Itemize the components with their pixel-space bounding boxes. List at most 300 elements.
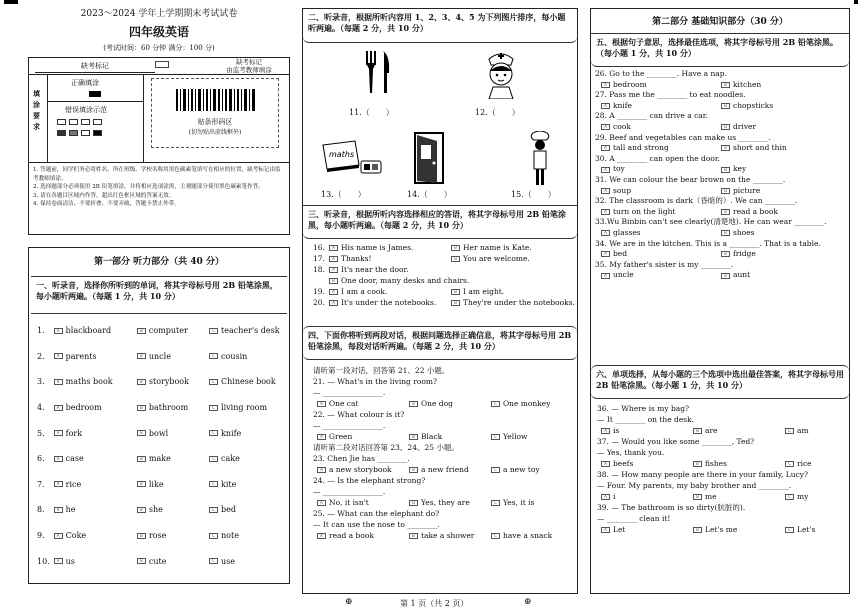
section1-questions <box>29 314 289 574</box>
answer-bubble-b[interactable]: B <box>137 405 146 411</box>
listening-row <box>37 472 283 498</box>
section4-questions <box>313 365 573 541</box>
option-text: One door, many desks and chairs. <box>341 276 470 285</box>
option-a <box>601 122 721 133</box>
option-text: parents <box>65 351 97 361</box>
option-text: me <box>705 492 717 501</box>
answer-bubble-b[interactable]: B <box>693 494 702 500</box>
option-text: driver <box>733 121 757 131</box>
listening-row <box>37 344 283 370</box>
answer-bubble-a[interactable]: A <box>601 428 610 434</box>
answer-bubble-b[interactable]: B <box>137 533 146 539</box>
answer-bubble-b[interactable]: B <box>451 300 460 306</box>
option-b <box>409 464 491 475</box>
option-c <box>785 425 845 436</box>
answer-bubble-a[interactable]: A <box>601 461 610 467</box>
footer-mark-right: ⊕ <box>524 597 532 607</box>
option-b <box>721 249 756 260</box>
q23: 23. Chen Jie has ________. <box>313 454 410 463</box>
answer-bubble-b[interactable]: B <box>693 461 702 467</box>
option-text: His name is James. <box>341 243 414 252</box>
answer-bubble-b[interactable]: B <box>137 481 146 487</box>
option-text: note <box>221 531 239 541</box>
pic-label-13: 13.（ ） <box>321 190 366 199</box>
answer-bubble-a[interactable]: A <box>317 401 326 407</box>
section4-instructions: 四、下面你将听到两段对话，根据问题选择正确信息，将其字母标号用 2B 铅笔涂黑，每段对话听两遍。（每题 2 分，共 10 分） <box>303 326 577 360</box>
answer-bubble-a[interactable]: A <box>329 300 338 306</box>
option-text: cook <box>613 121 631 131</box>
q25-options <box>313 530 573 541</box>
answer-bubble-a[interactable]: A <box>601 167 610 173</box>
question-number: 18. <box>313 265 325 274</box>
option-a <box>329 264 409 275</box>
note-3: 3. 请在各题目区域内作答，超出红色框区域的答案无效。 <box>33 192 175 199</box>
question-number: 20. <box>313 298 325 307</box>
option-text: is <box>613 426 620 435</box>
option-c <box>209 454 283 463</box>
question-number: 3. <box>37 377 45 387</box>
part1-title: 第一部分 听力部分（共 40 分） <box>94 257 224 267</box>
maths-book-text: maths <box>329 150 355 159</box>
notes-box <box>28 163 290 235</box>
option-text: They're under the notebooks. <box>463 298 575 307</box>
answer-bubble-a[interactable]: A <box>601 124 610 130</box>
option-b <box>137 531 209 540</box>
options <box>595 270 845 281</box>
correct-fill-label: 正确填涂 <box>71 79 99 87</box>
q33 <box>595 217 845 238</box>
answer-bubble-a[interactable]: A <box>317 500 326 506</box>
option-a <box>317 464 409 475</box>
answer-bubble-a[interactable]: A <box>54 405 63 411</box>
answer-bubble-b[interactable]: B <box>137 507 146 513</box>
listening-row <box>37 548 283 574</box>
option-text: Thanks! <box>341 254 372 263</box>
option-a <box>329 242 451 253</box>
answer-bubble-a[interactable]: A <box>601 103 610 109</box>
answer-bubble-c[interactable]: C <box>209 533 218 539</box>
listening-row <box>37 420 283 446</box>
q17 <box>313 253 575 264</box>
answer-bubble-b[interactable]: B <box>721 124 730 130</box>
option-c <box>491 497 571 508</box>
answer-bubble-a[interactable]: A <box>54 558 63 564</box>
answer-bubble-a[interactable]: A <box>601 230 610 236</box>
option-text: bedroom <box>65 403 102 413</box>
cook-icon <box>527 131 553 187</box>
question-number: 10. <box>37 556 50 566</box>
option-text: cute <box>148 556 167 566</box>
answer-bubble-a[interactable]: A <box>54 353 63 359</box>
option-text: One cat <box>329 399 359 408</box>
option-text: No, it isn't <box>329 498 369 507</box>
left-column <box>28 8 290 584</box>
answer-bubble-a[interactable]: A <box>317 533 326 539</box>
options <box>595 164 845 175</box>
option-b <box>721 207 778 218</box>
answer-bubble-b[interactable]: B <box>451 289 460 295</box>
option-a <box>54 480 137 489</box>
answer-bubble-b[interactable]: B <box>721 82 730 88</box>
listening-row <box>37 369 283 395</box>
answer-bubble-c[interactable]: C <box>209 456 218 462</box>
answer-bubble-b[interactable]: B <box>137 379 146 385</box>
answer-bubble-b[interactable]: B <box>693 527 702 533</box>
answer-bubble-b[interactable]: B <box>137 353 146 359</box>
option-text: living room <box>221 403 268 413</box>
question-number: 6. <box>37 454 45 464</box>
option-text: fork <box>65 428 83 438</box>
q21-options <box>313 398 573 409</box>
option-text: take a shower <box>421 531 475 540</box>
answer-bubble-c[interactable]: C <box>209 430 218 436</box>
answer-bubble-a[interactable]: A <box>601 527 610 533</box>
answer-bubble-b[interactable]: B <box>409 500 418 506</box>
q25-line2: — It can use the nose to ________. <box>313 520 440 529</box>
answer-bubble-b[interactable]: B <box>137 456 146 462</box>
fork-knife-icon <box>363 51 393 93</box>
option-b <box>137 377 209 386</box>
answer-bubble-b[interactable]: B <box>721 103 730 109</box>
answer-bubble-c[interactable]: C <box>785 494 794 500</box>
q22: 22. — What colour is it? <box>313 410 405 419</box>
q34 <box>595 239 845 260</box>
option-text: us <box>65 556 75 566</box>
answer-bubble-b[interactable]: B <box>137 328 146 334</box>
option-c <box>491 431 571 442</box>
answer-bubble-c[interactable]: C <box>209 507 218 513</box>
answer-bubble-a[interactable]: A <box>317 467 326 473</box>
option-c <box>209 480 283 489</box>
q26 <box>595 69 845 90</box>
option-a <box>601 458 693 469</box>
answer-bubble-c[interactable]: C <box>209 328 218 334</box>
option-text: bathroom <box>148 403 189 413</box>
option-b <box>721 270 750 281</box>
question-number: 2. <box>37 351 45 361</box>
answer-bubble-c[interactable]: C <box>785 428 794 434</box>
q38-options <box>597 491 845 502</box>
answer-bubble-c[interactable]: C <box>209 481 218 487</box>
answer-bubble-a[interactable]: A <box>329 289 338 295</box>
option-b <box>721 228 754 239</box>
absent-box[interactable] <box>155 61 169 68</box>
answer-bubble-b[interactable]: B <box>721 188 730 194</box>
pic-cook <box>527 131 553 191</box>
footer-mark-left: ⊕ <box>345 597 353 607</box>
note-1: 1. 答题前，同学们务必将姓名、所在班级、学校名称用黑色碳素笔填写在相应的位置，缺考标记由监考教师填涂。 <box>33 167 281 182</box>
section5-instructions: 五、根据句子意思，选择最佳选项，将其字母标号用 2B 铅笔涂黑。（每小题 1 分，共 10 分） <box>591 33 849 67</box>
answer-bubble-b[interactable]: B <box>409 467 418 473</box>
question-text: 27. Pass me the ________ to eat noodles. <box>595 90 746 100</box>
listening-section <box>28 247 290 584</box>
pic-fork-knife <box>363 51 393 97</box>
listening-row <box>37 395 283 421</box>
option-c <box>209 557 283 566</box>
answer-bubble-c[interactable]: C <box>209 379 218 385</box>
section1-instructions: 一、听录音，选择你所听到的单词，将其字母标号用 2B 铅笔涂黑，每小题听两遍。（每题 1 分，共 10 分） <box>31 276 287 314</box>
option-b <box>409 497 491 508</box>
option-c <box>209 352 283 361</box>
option-text: have a snack <box>503 531 553 540</box>
option-b <box>451 242 532 253</box>
option-text: bed <box>221 505 236 515</box>
option-text: I am eight. <box>463 287 505 296</box>
option-text: Yes, it is <box>503 498 535 507</box>
q30 <box>595 154 845 175</box>
answer-bubble-a[interactable]: A <box>601 188 610 194</box>
q36: 36. — Where is my bag? <box>597 404 690 413</box>
options <box>595 207 845 218</box>
option-text: tall and strong <box>613 143 669 153</box>
barcode-note: (切勿贴出虚线框外) <box>188 129 242 136</box>
option-b <box>137 403 209 412</box>
option-text: rice <box>65 479 82 489</box>
options <box>595 186 845 197</box>
listening-row <box>37 497 283 523</box>
answer-bubble-b[interactable]: B <box>721 167 730 173</box>
absent-note-2: 由监考教师填涂 <box>226 66 272 74</box>
answer-bubble-b[interactable]: B <box>329 278 338 284</box>
q18 <box>313 264 575 275</box>
answer-bubble-c[interactable]: C <box>785 461 794 467</box>
answer-bubble-c[interactable]: C <box>209 353 218 359</box>
option-b <box>721 186 760 197</box>
option-a <box>601 143 721 154</box>
option-text: read a book <box>733 206 778 216</box>
answer-bubble-b[interactable]: B <box>137 430 146 436</box>
section3-instructions: 三、听录音，根据所听内容选择相应的答语，将其字母标号用 2B 铅笔涂黑，每小题听两遍。（每题 2 分，共 10 分） <box>303 205 577 239</box>
option-text: fishes <box>705 459 727 468</box>
q36-line2: — It ________ on the desk. <box>597 415 695 424</box>
fill-requirements: 填涂要求 <box>33 89 40 131</box>
door-icon <box>407 131 449 185</box>
question-text: 34. We are in the kitchen. This is a ________. That is a table. <box>595 238 821 248</box>
answer-bubble-a[interactable]: A <box>54 507 63 513</box>
pic-nurse <box>481 49 521 103</box>
option-b <box>409 398 491 409</box>
dialog2-intro: 请听第二段对话回答第 23、24、25 小题。 <box>313 443 459 452</box>
option-text: cousin <box>221 351 248 361</box>
q36-options <box>597 425 845 436</box>
option-text: bedroom <box>613 79 647 89</box>
option-text: a new storybook <box>329 465 392 474</box>
answer-bubble-a[interactable]: A <box>54 430 63 436</box>
option-b <box>693 425 785 436</box>
option-a <box>54 326 137 335</box>
option-a <box>601 425 693 436</box>
pic-maths-book <box>321 139 383 185</box>
options <box>595 80 845 91</box>
barcode-area-label: 贴条形码区 <box>197 118 233 126</box>
option-text: Yellow <box>503 432 528 441</box>
option-text: turn on the light <box>613 206 676 216</box>
answer-bubble-b[interactable]: B <box>721 230 730 236</box>
option-text: case <box>65 454 84 464</box>
listening-row <box>37 523 283 549</box>
answer-bubble-a[interactable]: A <box>601 209 610 215</box>
section3-questions <box>313 242 575 308</box>
option-text: knife <box>613 100 632 110</box>
answer-bubble-b[interactable]: B <box>693 428 702 434</box>
q22-options <box>313 431 573 442</box>
option-a <box>317 431 409 442</box>
option-text: my <box>797 492 809 501</box>
option-a <box>601 101 721 112</box>
question-text: 33.Wu Binbin can't see clearly(清楚地). He can wear ________. <box>595 217 827 227</box>
option-a <box>601 186 721 197</box>
answer-bubble-a[interactable]: A <box>54 379 63 385</box>
grade-title: 四年级英语 <box>128 25 189 39</box>
answer-bubble-b[interactable]: B <box>409 533 418 539</box>
question-number: 16. <box>313 243 325 252</box>
option-b <box>721 101 773 112</box>
pic-label-11: 11.（ ） <box>349 108 394 117</box>
answer-bubble-c[interactable]: C <box>785 527 794 533</box>
answer-bubble-b[interactable]: B <box>137 558 146 564</box>
option-b <box>693 491 785 502</box>
answer-bubble-b[interactable]: B <box>409 401 418 407</box>
answer-bubble-b[interactable]: B <box>721 273 730 279</box>
option-text: blackboard <box>65 326 112 336</box>
answer-bubble-b[interactable]: B <box>721 145 730 151</box>
q28 <box>595 111 845 132</box>
question-number: 5. <box>37 428 45 438</box>
question-number: 19. <box>313 287 325 296</box>
answer-bubble-a[interactable]: A <box>601 251 610 257</box>
option-b <box>137 505 209 514</box>
options <box>595 228 845 239</box>
options <box>595 143 845 154</box>
answer-bubble-c[interactable]: C <box>491 467 500 473</box>
dialog1-intro: 请听第一段对话，回答第 21、22 小题。 <box>313 366 450 375</box>
q21: 21. — What's in the living room? <box>313 377 437 386</box>
question-number: 4. <box>37 403 45 413</box>
answer-bubble-b[interactable]: B <box>409 434 418 440</box>
option-text: Her name is Kate. <box>463 243 532 252</box>
answer-bubble-c[interactable]: C <box>491 533 500 539</box>
question-text: 30. A ________ can open the door. <box>595 153 720 163</box>
option-text: teacher's desk <box>221 326 280 336</box>
option-text: use <box>221 556 236 566</box>
answer-bubble-a[interactable]: A <box>601 494 610 500</box>
option-text: Black <box>421 432 443 441</box>
option-b <box>693 458 785 469</box>
q24-blank: — ________________. <box>313 487 386 496</box>
options <box>595 249 845 260</box>
question-text: 28. A ________ can drive a car. <box>595 111 708 121</box>
option-b <box>721 143 787 154</box>
answer-bubble-b[interactable]: B <box>451 256 460 262</box>
option-a <box>329 297 451 308</box>
part2-title: 第二部分 基础知识部分（30 分） <box>652 17 788 27</box>
option-text: toy <box>613 164 625 174</box>
q31 <box>595 175 845 196</box>
answer-bubble-a[interactable]: A <box>329 267 338 273</box>
answer-bubble-a[interactable]: A <box>54 481 63 487</box>
q32 <box>595 196 845 217</box>
answer-bubble-c[interactable]: C <box>491 434 500 440</box>
answer-bubble-a[interactable]: A <box>54 328 63 334</box>
q35 <box>595 260 845 281</box>
answer-bubble-c[interactable]: C <box>491 401 500 407</box>
options <box>595 101 845 112</box>
option-c <box>209 403 283 412</box>
option-a <box>54 352 137 361</box>
answer-bubble-a[interactable]: A <box>54 533 63 539</box>
answer-bubble-b[interactable]: B <box>451 245 460 251</box>
option-b <box>137 557 209 566</box>
option-a <box>54 454 137 463</box>
option-text: Green <box>329 432 353 441</box>
section6-instructions: 六、单项选择，从每小题的三个选项中选出最佳答案，将其字母标号用 2B 铅笔涂黑。（每小题 1 分，共 10 分） <box>591 365 849 399</box>
option-b <box>451 297 575 308</box>
answer-bubble-a[interactable]: A <box>601 273 610 279</box>
option-text: a new toy <box>503 465 540 474</box>
answer-bubble-c[interactable]: C <box>209 405 218 411</box>
q29 <box>595 133 845 154</box>
corner-mark <box>4 0 18 4</box>
q18-b <box>313 275 575 286</box>
option-b <box>721 164 746 175</box>
answer-bubble-a[interactable]: A <box>601 82 610 88</box>
q25: 25. — What can the elephant do? <box>313 509 440 518</box>
question-number: 1. <box>37 326 45 336</box>
option-c <box>785 458 845 469</box>
option-text: bed <box>613 249 628 259</box>
q24: 24. — Is the elephant strong? <box>313 476 426 485</box>
nurse-icon <box>481 49 521 99</box>
option-a <box>329 286 451 297</box>
answer-bubble-a[interactable]: A <box>329 245 338 251</box>
answer-bubble-c[interactable]: C <box>491 500 500 506</box>
answer-bubble-a[interactable]: A <box>329 256 338 262</box>
option-c <box>785 524 845 535</box>
right-column <box>590 8 850 594</box>
answer-bubble-a[interactable]: A <box>317 434 326 440</box>
corner-mark-right <box>854 0 858 4</box>
option-b <box>137 480 209 489</box>
option-text: Let <box>613 525 626 534</box>
question-number: 7. <box>37 479 45 489</box>
answer-bubble-a[interactable]: A <box>54 456 63 462</box>
note-2: 2. 选择题部分必须使用 2B 铅笔填涂，并将相应选项涂黑，主观题部分使用黑色碳素笔作答。 <box>33 184 264 190</box>
option-text: aunt <box>733 270 751 280</box>
option-a <box>54 531 137 540</box>
option-text: Let's me <box>705 525 738 534</box>
option-a <box>601 80 721 91</box>
option-c <box>209 429 283 438</box>
option-a <box>54 505 137 514</box>
answer-bubble-b[interactable]: B <box>721 209 730 215</box>
option-text: Chinese book <box>221 377 276 387</box>
answer-bubble-a[interactable]: A <box>601 145 610 151</box>
option-text: kite <box>221 479 237 489</box>
option-text: soup <box>613 185 631 195</box>
answer-bubble-c[interactable]: C <box>209 558 218 564</box>
answer-bubble-b[interactable]: B <box>721 251 730 257</box>
note-4: 4. 保持卷面清洁，不要折叠、不要弄破，答题卡禁止外带。 <box>33 201 180 207</box>
option-text: am <box>797 426 809 435</box>
option-text: i <box>613 492 616 501</box>
option-text: Yes, they are <box>421 498 470 507</box>
question-text: 35. My father's sister is my ________. <box>595 259 734 269</box>
wrong-fill-examples <box>57 119 102 125</box>
option-b <box>693 524 785 535</box>
page-number: 第 1 页（共 2 页） <box>400 599 469 608</box>
question-text: 31. We can colour the bear brown on the ________. <box>595 174 786 184</box>
option-text: fridge <box>733 249 756 259</box>
